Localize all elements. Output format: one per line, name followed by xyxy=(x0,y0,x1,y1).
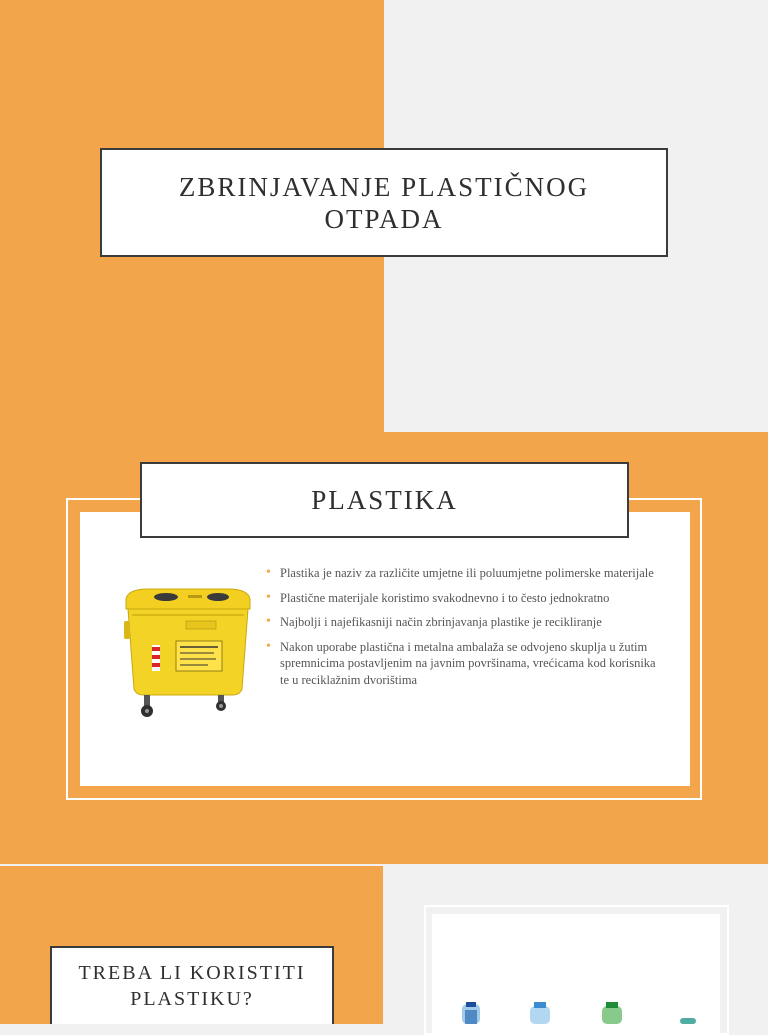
slide-1-title: ZBRINJAVANJE PLASTIČNOG OTPADA xyxy=(100,148,668,257)
slide-3-title: TREBA LI KORISTITI PLASTIKU? xyxy=(50,946,334,1024)
slide-2-bullet-list xyxy=(266,565,666,696)
yellow-recycling-container-icon xyxy=(118,585,256,725)
slide-2-title: PLASTIKA xyxy=(140,462,629,538)
bullet-item: • Najbolji i najefikasniji način zbrinjavanja plastike je recikliranje xyxy=(266,614,666,631)
plastic-bottles-icon xyxy=(432,990,720,1024)
bullet-item: • Nakon uporabe plastična i metalna ambalaža se odvojeno skuplja u žutim spremnicima postavljenim na javnim površinama, vrećicama kod korisnika te u reciklažnim dvorištima xyxy=(266,639,666,689)
bullet-item: • Plastične materijale koristimo svakodnevno i to često jednokratno xyxy=(266,590,666,607)
bullet-item: • Plastika je naziv za različite umjetne ili poluumjetne polimerske materijale xyxy=(266,565,666,582)
slide-1 xyxy=(0,0,768,432)
